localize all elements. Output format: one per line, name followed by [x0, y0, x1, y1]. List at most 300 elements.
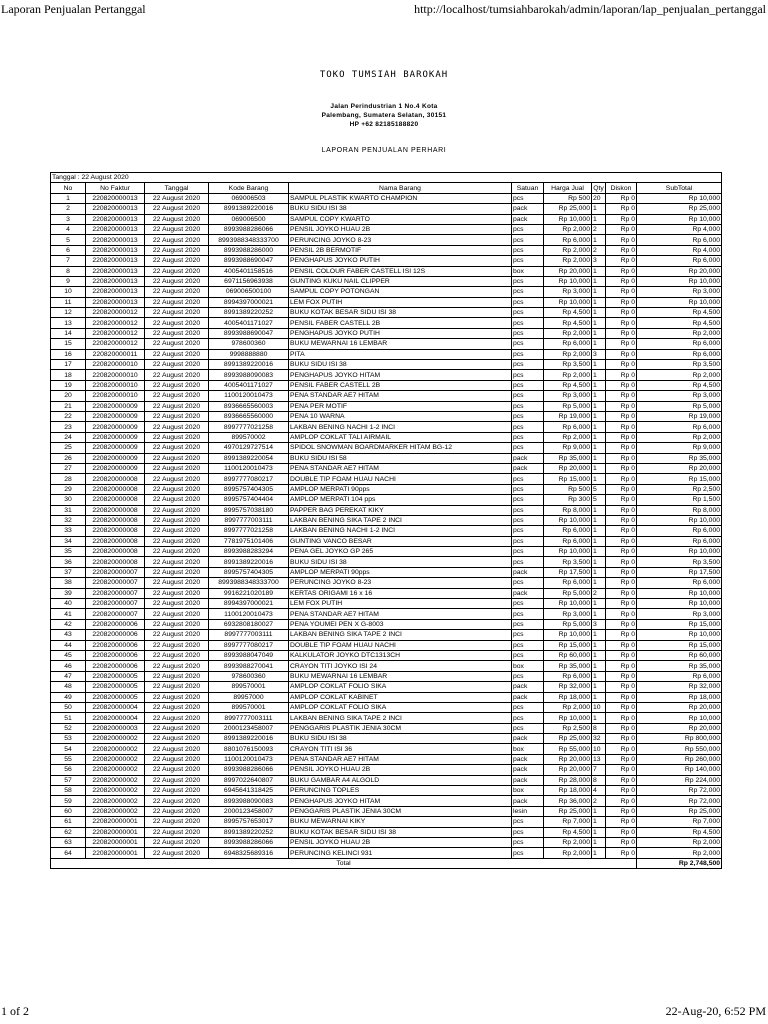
cell-qty: 8 — [592, 775, 606, 785]
cell-item-code: 8997777003111 — [209, 713, 289, 723]
table-row — [51, 443, 722, 453]
table-row — [51, 432, 722, 442]
cell-qty: 1 — [592, 474, 606, 484]
cell-invoice: 220820000002 — [86, 786, 145, 796]
cell-discount: Rp 0 — [606, 204, 637, 214]
cell-invoice: 220820000002 — [86, 765, 145, 775]
cell-item-code: 8991389220252 — [209, 308, 289, 318]
cell-price: Rp 10,000 — [544, 713, 592, 723]
cell-item-name: PENSIL JOYKO HUAU 2B — [289, 838, 512, 848]
cell-subtotal: Rp 550,000 — [637, 744, 722, 754]
cell-item-code: 8997777080217 — [209, 640, 289, 650]
cell-discount: Rp 0 — [606, 734, 637, 744]
cell-price: Rp 15,000 — [544, 640, 592, 650]
cell-item-name: PERUNCING TOPLES — [289, 786, 512, 796]
column-header-no: No — [51, 183, 86, 193]
cell-price: Rp 5,000 — [544, 588, 592, 598]
cell-subtotal: Rp 6,000 — [637, 536, 722, 546]
cell-discount: Rp 0 — [606, 505, 637, 515]
cell-price: Rp 36,000 — [544, 796, 592, 806]
cell-price: Rp 2,000 — [544, 328, 592, 338]
cell-no: 4 — [51, 224, 86, 234]
cell-price: Rp 2,000 — [544, 370, 592, 380]
table-row — [51, 422, 722, 432]
cell-subtotal: Rp 3,000 — [637, 391, 722, 401]
cell-unit: pack — [512, 204, 544, 214]
cell-item-code: 8997022640807 — [209, 775, 289, 785]
cell-item-name: PENSIL COLOUR FABER CASTELL ISI 12S — [289, 266, 512, 276]
cell-item-code: 8991389220016 — [209, 557, 289, 567]
table-row — [51, 650, 722, 660]
cell-item-name: AMPLOP COKLAT TALI AIRMAIL — [289, 432, 512, 442]
cell-date: 22 August 2020 — [145, 775, 209, 785]
table-row — [51, 775, 722, 785]
cell-unit: lesin — [512, 806, 544, 816]
cell-item-name: CRAYON TITI JOYKO ISI 24 — [289, 661, 512, 671]
cell-subtotal: Rp 6,000 — [637, 578, 722, 588]
cell-discount: Rp 0 — [606, 692, 637, 702]
table-row — [51, 308, 722, 318]
cell-unit: pcs — [512, 630, 544, 640]
cell-unit: pack — [512, 463, 544, 473]
table-row — [51, 287, 722, 297]
cell-subtotal: Rp 6,000 — [637, 256, 722, 266]
cell-unit: pcs — [512, 848, 544, 858]
cell-discount: Rp 0 — [606, 193, 637, 203]
column-header-unit: Satuan — [512, 183, 544, 193]
cell-unit: pcs — [512, 193, 544, 203]
cell-qty: 10 — [592, 702, 606, 712]
cell-item-name: BUKU SIDU ISI 38 — [289, 734, 512, 744]
cell-discount: Rp 0 — [606, 630, 637, 640]
cell-invoice: 220820000001 — [86, 838, 145, 848]
cell-discount: Rp 0 — [606, 318, 637, 328]
cell-date: 22 August 2020 — [145, 495, 209, 505]
cell-price: Rp 18,000 — [544, 786, 592, 796]
cell-price: Rp 2,000 — [544, 702, 592, 712]
cell-price: Rp 500 — [544, 193, 592, 203]
cell-unit: pcs — [512, 619, 544, 629]
cell-discount: Rp 0 — [606, 380, 637, 390]
cell-price: Rp 35,000 — [544, 453, 592, 463]
cell-item-code: 8993988270041 — [209, 661, 289, 671]
cell-subtotal: Rp 20,000 — [637, 702, 722, 712]
table-row — [51, 193, 722, 203]
cell-price: Rp 6,000 — [544, 422, 592, 432]
cell-discount: Rp 0 — [606, 702, 637, 712]
cell-price: Rp 2,000 — [544, 349, 592, 359]
cell-no: 43 — [51, 630, 86, 640]
cell-item-name: BUKU MEWARNAI KIKY — [289, 817, 512, 827]
cell-item-code: 9916221020189 — [209, 588, 289, 598]
cell-date: 22 August 2020 — [145, 401, 209, 411]
cell-date: 22 August 2020 — [145, 526, 209, 536]
table-row — [51, 671, 722, 681]
table-row — [51, 463, 722, 473]
column-header-discount: Diskon — [606, 183, 637, 193]
cell-item-code: 069006500 — [209, 214, 289, 224]
cell-unit: pcs — [512, 349, 544, 359]
cell-date: 22 August 2020 — [145, 692, 209, 702]
total-row — [51, 858, 722, 868]
table-row — [51, 370, 722, 380]
cell-no: 15 — [51, 339, 86, 349]
cell-item-name: PENA STANDAR AE7 HITAM — [289, 463, 512, 473]
cell-date: 22 August 2020 — [145, 765, 209, 775]
column-header-qty: Qty — [593, 184, 604, 192]
cell-item-name: LAKBAN BENING SIKA TAPE 2 INCI — [289, 515, 512, 525]
cell-subtotal: Rp 15,000 — [637, 640, 722, 650]
cell-item-name: SAMPUL PLASTIK KWARTO CHAMPION — [289, 193, 512, 203]
cell-no: 52 — [51, 723, 86, 733]
cell-price: Rp 35,000 — [544, 661, 592, 671]
cell-unit: pcs — [512, 526, 544, 536]
cell-discount: Rp 0 — [606, 308, 637, 318]
report-title: LAPORAN PENJUALAN PERHARI — [321, 147, 447, 154]
cell-item-name: KALKULATOR JOYKO DTC1313CH — [289, 650, 512, 660]
cell-qty: 1 — [592, 838, 606, 848]
cell-discount: Rp 0 — [606, 370, 637, 380]
cell-no: 36 — [51, 557, 86, 567]
cell-date: 22 August 2020 — [145, 193, 209, 203]
cell-item-code: 8993988286000 — [209, 245, 289, 255]
cell-no: 47 — [51, 671, 86, 681]
cell-subtotal: Rp 6,000 — [637, 422, 722, 432]
cell-qty: 1 — [592, 578, 606, 588]
cell-discount: Rp 0 — [606, 526, 637, 536]
cell-date: 22 August 2020 — [145, 422, 209, 432]
cell-date: 22 August 2020 — [145, 463, 209, 473]
table-row — [51, 536, 722, 546]
cell-date: 22 August 2020 — [145, 817, 209, 827]
cell-discount: Rp 0 — [606, 432, 637, 442]
cell-item-code: 8995757404404 — [209, 495, 289, 505]
cell-unit: pcs — [512, 474, 544, 484]
cell-no: 22 — [51, 411, 86, 421]
cell-no: 10 — [51, 287, 86, 297]
cell-date: 22 August 2020 — [145, 848, 209, 858]
cell-item-name: BUKU MEWARNAI 16 LEMBAR — [289, 671, 512, 681]
cell-item-name: BUKU KOTAK BESAR SIDU ISI 38 — [289, 308, 512, 318]
cell-date: 22 August 2020 — [145, 380, 209, 390]
cell-discount: Rp 0 — [606, 796, 637, 806]
cell-price: Rp 300 — [544, 495, 592, 505]
cell-item-code: 8936665560000 — [209, 411, 289, 421]
cell-subtotal: Rp 10,000 — [637, 599, 722, 609]
cell-no: 56 — [51, 765, 86, 775]
cell-subtotal: Rp 10,000 — [637, 297, 722, 307]
cell-item-code: 8995757404305 — [209, 567, 289, 577]
table-row — [51, 495, 722, 505]
cell-date: 22 August 2020 — [145, 650, 209, 660]
cell-qty: 1 — [592, 391, 606, 401]
table-row — [51, 474, 722, 484]
cell-qty: 1 — [592, 536, 606, 546]
cell-item-name: LAKBAN BENING SIKA TAPE 2 INCI — [289, 630, 512, 640]
cell-item-name: PENGGARIS PLASTIK JENIA 30CM — [289, 723, 512, 733]
cell-price: Rp 5,000 — [544, 619, 592, 629]
cell-item-code: 8995757038180 — [209, 505, 289, 515]
cell-invoice: 220820000002 — [86, 806, 145, 816]
cell-item-name: PERUNCING JOYKO 8-23 — [289, 235, 512, 245]
cell-qty: 5 — [592, 484, 606, 494]
cell-invoice: 220820000013 — [86, 256, 145, 266]
cell-subtotal: Rp 2,500 — [637, 484, 722, 494]
cell-item-code: 899570002 — [209, 432, 289, 442]
cell-discount: Rp 0 — [606, 474, 637, 484]
cell-no: 32 — [51, 515, 86, 525]
cell-subtotal: Rp 19,000 — [637, 411, 722, 421]
cell-subtotal: Rp 20,000 — [637, 266, 722, 276]
cell-date: 22 August 2020 — [145, 432, 209, 442]
cell-discount: Rp 0 — [606, 224, 637, 234]
cell-qty: 13 — [592, 754, 606, 764]
cell-invoice: 220820000009 — [86, 453, 145, 463]
cell-item-name: LEM FOX PUTIH — [289, 297, 512, 307]
cell-subtotal: Rp 4,000 — [637, 224, 722, 234]
cell-no: 30 — [51, 495, 86, 505]
cell-date: 22 August 2020 — [145, 370, 209, 380]
table-row — [51, 692, 722, 702]
cell-discount: Rp 0 — [606, 443, 637, 453]
cell-date: 22 August 2020 — [145, 214, 209, 224]
cell-date: 22 August 2020 — [145, 235, 209, 245]
cell-no: 28 — [51, 474, 86, 484]
page-number: 1 of 2 — [1, 1004, 29, 1018]
cell-invoice: 220820000013 — [86, 245, 145, 255]
cell-invoice: 220820000005 — [86, 671, 145, 681]
cell-unit: pcs — [512, 671, 544, 681]
cell-no: 14 — [51, 328, 86, 338]
cell-qty: 1 — [592, 308, 606, 318]
print-timestamp: 22-Aug-20, 6:52 PM — [665, 1004, 766, 1018]
cell-invoice: 220820000013 — [86, 297, 145, 307]
cell-price: Rp 17,500 — [544, 567, 592, 577]
cell-subtotal: Rp 25,000 — [637, 806, 722, 816]
cell-subtotal: Rp 6,000 — [637, 349, 722, 359]
column-header-item-name: Nama Barang — [289, 183, 512, 193]
total-label: Total — [51, 858, 637, 868]
table-row — [51, 245, 722, 255]
cell-discount: Rp 0 — [606, 297, 637, 307]
cell-discount: Rp 0 — [606, 214, 637, 224]
cell-unit: pcs — [512, 411, 544, 421]
cell-qty: 2 — [592, 245, 606, 255]
cell-unit: pcs — [512, 723, 544, 733]
cell-discount: Rp 0 — [606, 609, 637, 619]
cell-qty: 1 — [592, 827, 606, 837]
cell-subtotal: Rp 10,000 — [637, 588, 722, 598]
cell-discount: Rp 0 — [606, 578, 637, 588]
table-row — [51, 713, 722, 723]
cell-invoice: 220820000002 — [86, 775, 145, 785]
cell-price: Rp 10,000 — [544, 214, 592, 224]
table-row — [51, 505, 722, 515]
table-row — [51, 723, 722, 733]
cell-discount: Rp 0 — [606, 328, 637, 338]
cell-unit: pcs — [512, 339, 544, 349]
cell-date: 22 August 2020 — [145, 297, 209, 307]
table-row — [51, 827, 722, 837]
cell-invoice: 220820000006 — [86, 630, 145, 640]
cell-item-name: AMPLOP COKLAT KABINET — [289, 692, 512, 702]
cell-item-name: AMPLOP MERPATI 104 pps — [289, 495, 512, 505]
cell-subtotal: Rp 8,000 — [637, 505, 722, 515]
cell-discount: Rp 0 — [606, 235, 637, 245]
cell-discount: Rp 0 — [606, 786, 637, 796]
cell-invoice: 220820000008 — [86, 536, 145, 546]
cell-price: Rp 10,000 — [544, 276, 592, 286]
cell-subtotal: Rp 32,000 — [637, 682, 722, 692]
cell-no: 41 — [51, 609, 86, 619]
cell-invoice: 220820000003 — [86, 723, 145, 733]
cell-date: 22 August 2020 — [145, 806, 209, 816]
cell-no: 26 — [51, 453, 86, 463]
column-header-subtotal: SubTotal — [637, 183, 722, 193]
cell-date: 22 August 2020 — [145, 702, 209, 712]
cell-discount: Rp 0 — [606, 557, 637, 567]
cell-no: 20 — [51, 391, 86, 401]
cell-item-code: 8993988090083 — [209, 796, 289, 806]
cell-price: Rp 5,000 — [544, 401, 592, 411]
cell-discount: Rp 0 — [606, 661, 637, 671]
cell-item-name: BUKU SIDU ISI 38 — [289, 204, 512, 214]
cell-subtotal: Rp 72,000 — [637, 796, 722, 806]
column-header-price: Harga Jual — [544, 183, 592, 193]
cell-discount: Rp 0 — [606, 806, 637, 816]
table-row — [51, 734, 722, 744]
cell-discount: Rp 0 — [606, 245, 637, 255]
cell-item-code: 2000123458007 — [209, 723, 289, 733]
cell-qty: 1 — [592, 360, 606, 370]
cell-subtotal: Rp 10,000 — [637, 515, 722, 525]
cell-unit: pcs — [512, 308, 544, 318]
cell-item-code: 8993988690047 — [209, 256, 289, 266]
cell-item-code: 7781975101406 — [209, 536, 289, 546]
cell-date: 22 August 2020 — [145, 505, 209, 515]
cell-unit: pack — [512, 765, 544, 775]
cell-date: 22 August 2020 — [145, 318, 209, 328]
cell-item-code: 8995757653017 — [209, 817, 289, 827]
cell-unit: pcs — [512, 713, 544, 723]
cell-no: 19 — [51, 380, 86, 390]
cell-item-code: 8993988286066 — [209, 765, 289, 775]
cell-subtotal: Rp 5,000 — [637, 401, 722, 411]
cell-item-code: 8997777080217 — [209, 474, 289, 484]
report-date: Tanggal : 22 August 2020 — [51, 173, 722, 183]
cell-invoice: 220820000001 — [86, 817, 145, 827]
cell-invoice: 220820000010 — [86, 360, 145, 370]
table-row — [51, 630, 722, 640]
table-header-row — [51, 183, 722, 193]
cell-subtotal: Rp 9,000 — [637, 443, 722, 453]
table-row — [51, 806, 722, 816]
cell-item-code: 8993988286066 — [209, 838, 289, 848]
cell-unit: pcs — [512, 287, 544, 297]
cell-no: 8 — [51, 266, 86, 276]
cell-date: 22 August 2020 — [145, 474, 209, 484]
cell-invoice: 220820000006 — [86, 661, 145, 671]
cell-invoice: 220820000007 — [86, 567, 145, 577]
cell-price: Rp 4,500 — [544, 827, 592, 837]
cell-date: 22 August 2020 — [145, 308, 209, 318]
cell-unit: pcs — [512, 536, 544, 546]
cell-item-name: PENGGARIS PLASTIK JENIA 30CM — [289, 806, 512, 816]
cell-no: 54 — [51, 744, 86, 754]
cell-no: 48 — [51, 682, 86, 692]
cell-unit: pcs — [512, 443, 544, 453]
cell-discount: Rp 0 — [606, 495, 637, 505]
table-row — [51, 661, 722, 671]
cell-date: 22 August 2020 — [145, 443, 209, 453]
cell-subtotal: Rp 3,000 — [637, 609, 722, 619]
cell-item-code: 8994397000021 — [209, 599, 289, 609]
cell-unit: pcs — [512, 245, 544, 255]
cell-unit: pcs — [512, 838, 544, 848]
cell-unit: pcs — [512, 380, 544, 390]
cell-no: 42 — [51, 619, 86, 629]
cell-item-name: PAPPER BAG PEREKAT KIKY — [289, 505, 512, 515]
cell-item-name: PENA STANDAR AE7 HITAM — [289, 754, 512, 764]
cell-item-code: 1100120010473 — [209, 391, 289, 401]
cell-item-name: PENGHAPUS JOYKO HITAM — [289, 796, 512, 806]
cell-qty: 1 — [592, 806, 606, 816]
cell-unit: pcs — [512, 650, 544, 660]
cell-discount: Rp 0 — [606, 744, 637, 754]
cell-price: Rp 20,000 — [544, 266, 592, 276]
cell-subtotal: Rp 60,000 — [637, 650, 722, 660]
cell-item-code: 8801076150093 — [209, 744, 289, 754]
cell-invoice: 220820000013 — [86, 287, 145, 297]
cell-item-code: 978600360 — [209, 339, 289, 349]
cell-price: Rp 55,000 — [544, 744, 592, 754]
cell-date: 22 August 2020 — [145, 599, 209, 609]
cell-date: 22 August 2020 — [145, 204, 209, 214]
cell-no: 17 — [51, 360, 86, 370]
cell-price: Rp 20,000 — [544, 754, 592, 764]
cell-invoice: 220820000012 — [86, 339, 145, 349]
cell-unit: pcs — [512, 495, 544, 505]
cell-subtotal: Rp 35,000 — [637, 661, 722, 671]
cell-invoice: 220820000002 — [86, 754, 145, 764]
cell-invoice: 220820000007 — [86, 578, 145, 588]
table-row — [51, 588, 722, 598]
cell-unit: pcs — [512, 505, 544, 515]
cell-unit: box — [512, 661, 544, 671]
cell-invoice: 220820000006 — [86, 650, 145, 660]
cell-unit: pack — [512, 734, 544, 744]
cell-subtotal: Rp 6,000 — [637, 526, 722, 536]
cell-invoice: 220820000012 — [86, 318, 145, 328]
cell-discount: Rp 0 — [606, 453, 637, 463]
cell-no: 24 — [51, 432, 86, 442]
table-row — [51, 318, 722, 328]
cell-no: 18 — [51, 370, 86, 380]
cell-price: Rp 9,000 — [544, 443, 592, 453]
cell-price: Rp 6,000 — [544, 671, 592, 681]
cell-discount: Rp 0 — [606, 713, 637, 723]
cell-discount: Rp 0 — [606, 817, 637, 827]
cell-no: 33 — [51, 526, 86, 536]
cell-unit: pcs — [512, 609, 544, 619]
cell-no: 39 — [51, 588, 86, 598]
cell-item-code: 4970129727514 — [209, 443, 289, 453]
cell-item-code: 069006503 — [209, 193, 289, 203]
cell-date: 22 August 2020 — [145, 339, 209, 349]
print-page-url: http://localhost/tumsiahbarokah/admin/laporan/lap_penjualan_pertanggal — [414, 2, 766, 16]
cell-qty: 1 — [592, 204, 606, 214]
cell-discount: Rp 0 — [606, 422, 637, 432]
